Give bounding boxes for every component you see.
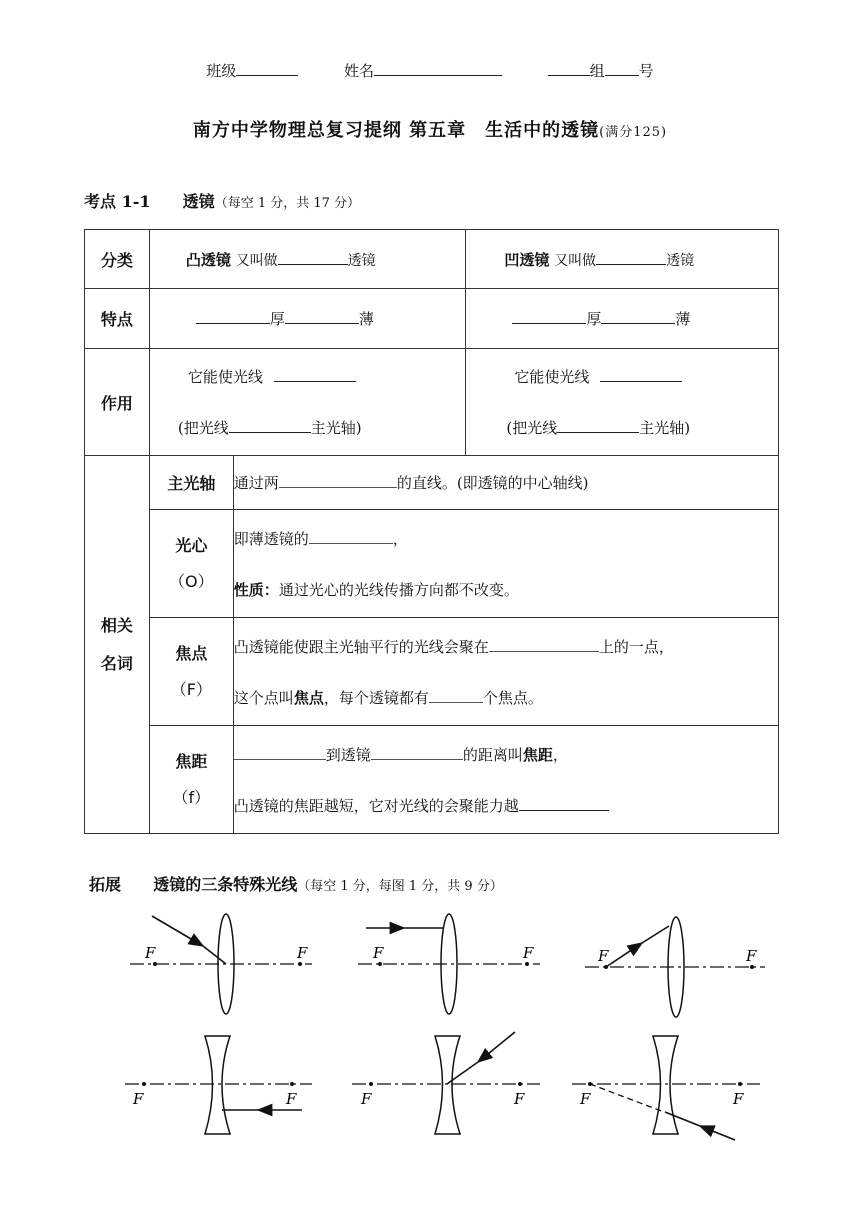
focal-length-blank-1[interactable] <box>234 745 326 760</box>
section2-note: （每空 1 分，每图 1 分，共 9 分） <box>297 879 503 894</box>
convex-suffix: 透镜 <box>347 252 376 269</box>
focus-label: F <box>145 944 156 962</box>
extension-line <box>590 1084 664 1112</box>
convex-effect-blank-2[interactable] <box>229 418 311 433</box>
focus-label: F <box>598 947 609 965</box>
label-classify: 分类 <box>85 230 150 289</box>
concave-aka: 又叫做 <box>554 252 597 269</box>
focus-dot <box>518 1082 522 1086</box>
incident-ray-end <box>447 1062 478 1084</box>
focus-label: F <box>361 1090 372 1108</box>
convex-effect-line2-prefix: (把光线 <box>177 419 229 437</box>
concave-lens <box>435 1036 460 1134</box>
concave-effect-line2-prefix: (把光线 <box>506 419 558 437</box>
convex-feature-blank-1[interactable] <box>196 309 270 324</box>
page-title <box>0 116 860 142</box>
section1-heading <box>84 189 360 212</box>
incident-ray-end <box>665 1112 700 1126</box>
title-score: (满分125) <box>599 125 668 140</box>
concave-name: 凹透镜 <box>504 250 550 269</box>
name-blank[interactable] <box>374 61 502 76</box>
focus-line2-c: 个焦点。 <box>482 688 543 707</box>
focal-length-line1-b: 的距离叫 <box>462 745 523 764</box>
row-center <box>85 510 779 618</box>
section1-note: （每空 1 分，共 17 分） <box>214 196 361 211</box>
convex-effect-line2-suffix: 主光轴) <box>310 419 362 437</box>
diagram-convex-2 <box>358 914 540 1014</box>
concave-feature-blank-2[interactable] <box>601 309 675 324</box>
section2-heading <box>89 872 503 895</box>
concave-lens <box>205 1036 230 1134</box>
center-prop-label: 性质： <box>233 580 279 599</box>
concave-thick: 厚 <box>586 310 602 328</box>
center-symbol: （O） <box>169 571 214 591</box>
focus-line2-b: ，每个透镜都有 <box>323 688 429 707</box>
focus-dot <box>153 962 157 966</box>
label-related <box>85 456 150 834</box>
group-label: 组 <box>589 62 605 80</box>
focus-symbol: （F） <box>170 679 212 699</box>
section1-prefix: 考点 1-1 <box>84 192 151 211</box>
number-blank[interactable] <box>605 61 639 76</box>
focus-dot <box>298 962 302 966</box>
diagram-convex-1 <box>130 914 312 1014</box>
convex-thick: 厚 <box>269 310 285 328</box>
concave-effect-blank-1[interactable] <box>600 367 682 382</box>
title-main: 南方中学物理总复习提纲 第五章 生活中的透镜 <box>192 120 600 141</box>
focus-line2-a: 这个点叫 <box>233 688 294 707</box>
related-label-1: 相关 <box>100 615 133 635</box>
convex-effect-cell <box>149 349 466 456</box>
focal-length-cell <box>233 726 778 834</box>
label-center <box>149 510 233 618</box>
focus-blank-1[interactable] <box>489 637 599 652</box>
focus-dot <box>142 1082 146 1086</box>
focus-line1-prefix: 凸透镜能使跟主光轴平行的光线会聚在 <box>233 637 489 656</box>
diagram-concave-3 <box>572 1036 760 1140</box>
axis-cell <box>233 456 778 510</box>
center-line1-suffix: ， <box>392 529 408 548</box>
focus-label: F <box>746 947 757 965</box>
row-effect <box>85 349 779 456</box>
focus-label: F <box>523 944 534 962</box>
class-blank[interactable] <box>236 61 298 76</box>
section1-title: 透镜 <box>182 192 215 211</box>
incident-ray-end <box>642 926 669 943</box>
student-info-line <box>0 60 860 81</box>
convex-feature-cell <box>149 289 466 349</box>
focus-dot <box>378 962 382 966</box>
concave-cell <box>466 230 779 289</box>
center-label: 光心 <box>175 535 208 555</box>
focus-label: 焦点 <box>175 643 208 663</box>
focus-label: F <box>733 1090 744 1108</box>
center-blank[interactable] <box>309 529 393 544</box>
label-focal-length <box>149 726 233 834</box>
label-focus <box>149 618 233 726</box>
convex-aka: 又叫做 <box>235 252 278 269</box>
focus-label: F <box>580 1090 591 1108</box>
concave-suffix: 透镜 <box>666 252 695 269</box>
convex-effect-blank-1[interactable] <box>274 367 356 382</box>
incident-ray <box>478 1032 515 1062</box>
concave-thin: 薄 <box>675 310 691 328</box>
focus-label: F <box>286 1090 297 1108</box>
concave-blank[interactable] <box>596 250 666 265</box>
axis-blank[interactable] <box>279 473 397 488</box>
group-blank[interactable] <box>548 61 590 76</box>
incident-ray <box>152 916 203 946</box>
focal-length-line1-kw: 焦距 <box>522 745 553 764</box>
focus-label: F <box>133 1090 144 1108</box>
focus-line1-suffix: 上的一点， <box>598 637 674 656</box>
label-feature: 特点 <box>85 289 150 349</box>
focal-length-blank-3[interactable] <box>519 796 609 811</box>
row-feature <box>85 289 779 349</box>
row-focus <box>85 618 779 726</box>
focus-label: F <box>297 944 308 962</box>
focal-length-blank-2[interactable] <box>371 745 463 760</box>
focus-dot <box>525 962 529 966</box>
axis-text-prefix: 通过两 <box>233 474 279 492</box>
convex-effect-line1: 它能使光线 <box>187 368 263 386</box>
diagram-concave-1 <box>125 1036 312 1134</box>
diagram-concave-2 <box>352 1032 540 1134</box>
concave-effect-line1: 它能使光线 <box>514 368 590 386</box>
incident-ray-end <box>203 946 226 964</box>
focal-length-line1-mid: 到透镜 <box>325 745 371 764</box>
focal-length-line2: 凸透镜的焦距越短，它对光线的会聚能力越 <box>233 796 519 815</box>
focus-dot <box>290 1082 294 1086</box>
focus-dot <box>738 1082 742 1086</box>
focus-label: F <box>373 944 384 962</box>
focal-length-symbol: （f） <box>172 787 211 807</box>
focus-line2-kw: 焦点 <box>293 688 324 707</box>
focus-blank-2[interactable] <box>429 688 483 703</box>
label-effect: 作用 <box>85 349 150 456</box>
row-classify <box>85 230 779 289</box>
section2-prefix: 拓展 <box>89 875 122 894</box>
convex-name: 凸透镜 <box>185 250 231 269</box>
center-cell <box>233 510 778 618</box>
class-label: 班级 <box>206 62 237 80</box>
row-focal-length <box>85 726 779 834</box>
row-axis <box>85 456 779 510</box>
related-label-2: 名词 <box>100 653 133 673</box>
incident-ray <box>700 1126 735 1140</box>
incident-ray <box>606 943 642 967</box>
concave-feature-blank-1[interactable] <box>512 309 586 324</box>
convex-feature-blank-2[interactable] <box>285 309 359 324</box>
convex-thin: 薄 <box>358 310 374 328</box>
concave-lens <box>653 1036 678 1134</box>
convex-blank[interactable] <box>278 250 348 265</box>
focus-label: F <box>514 1090 525 1108</box>
diagram-convex-3 <box>585 917 765 1017</box>
focus-cell <box>233 618 778 726</box>
focus-dot <box>750 965 754 969</box>
label-axis: 主光轴 <box>149 456 233 510</box>
number-label: 号 <box>638 62 654 80</box>
convex-cell <box>149 230 466 289</box>
center-line1-prefix: 即薄透镜的 <box>233 529 309 548</box>
concave-effect-cell <box>466 349 779 456</box>
axis-text-suffix: 的直线。(即透镜的中心轴线) <box>396 474 589 492</box>
ray-diagrams <box>0 900 860 1150</box>
name-label: 姓名 <box>343 62 374 80</box>
focus-dot <box>369 1082 373 1086</box>
concave-feature-cell <box>466 289 779 349</box>
focal-length-line1-end: ， <box>552 745 568 764</box>
concave-effect-line2-suffix: 主光轴) <box>639 419 691 437</box>
concave-effect-blank-2[interactable] <box>557 418 639 433</box>
focal-length-label: 焦距 <box>175 751 208 771</box>
section2-title: 透镜的三条特殊光线 <box>153 875 298 894</box>
center-prop-text: 通过光心的光线传播方向都不改变。 <box>278 580 519 599</box>
lens-table <box>84 229 779 834</box>
